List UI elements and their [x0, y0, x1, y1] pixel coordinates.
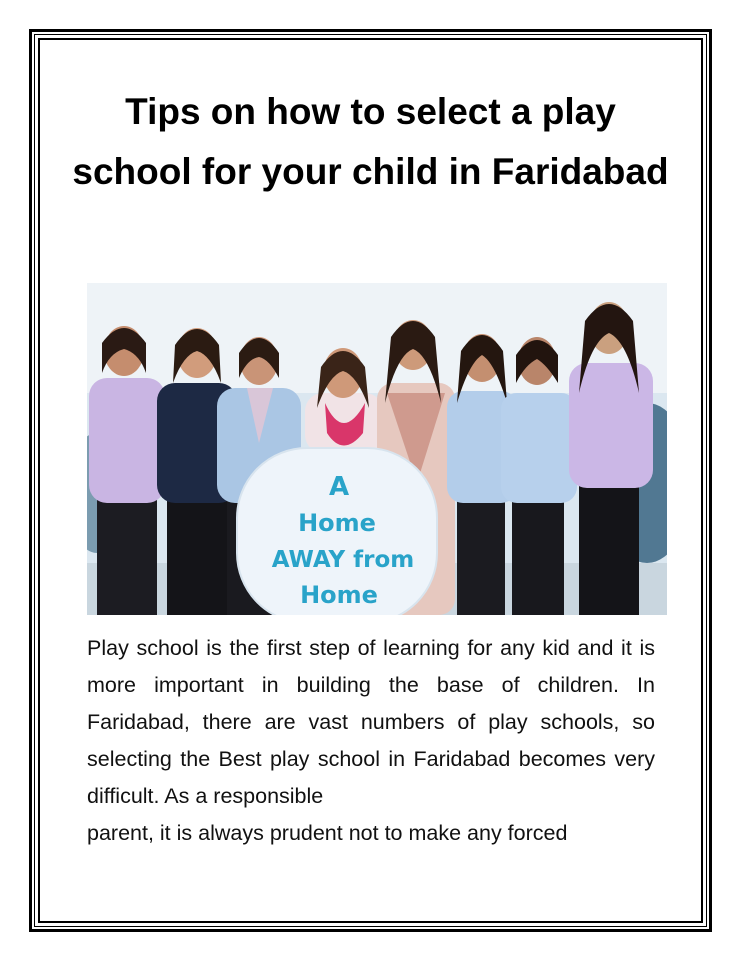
body-paragraph: [87, 630, 655, 852]
document-title: Tips on how to select a play school for your child in Faridabad: [72, 91, 669, 192]
body-paragraph-main: Play school is the first step of learning for any kid and it is more important in building the base of children. In Faridabad, there are vast numbers of play schools, so selecting the Best play school in Faridabad becomes very difficult. As a responsible: [87, 636, 655, 808]
sign-line-1: A: [328, 472, 350, 502]
sign-line-2: Home: [298, 509, 376, 537]
sign-board: [237, 448, 437, 615]
sign-line-3: AWAY from: [271, 547, 415, 573]
sign-line-4: Home: [300, 581, 378, 609]
body-paragraph-last-line: parent, it is always prudent not to make any forced: [87, 821, 568, 845]
staff-group-photo: [87, 283, 667, 615]
